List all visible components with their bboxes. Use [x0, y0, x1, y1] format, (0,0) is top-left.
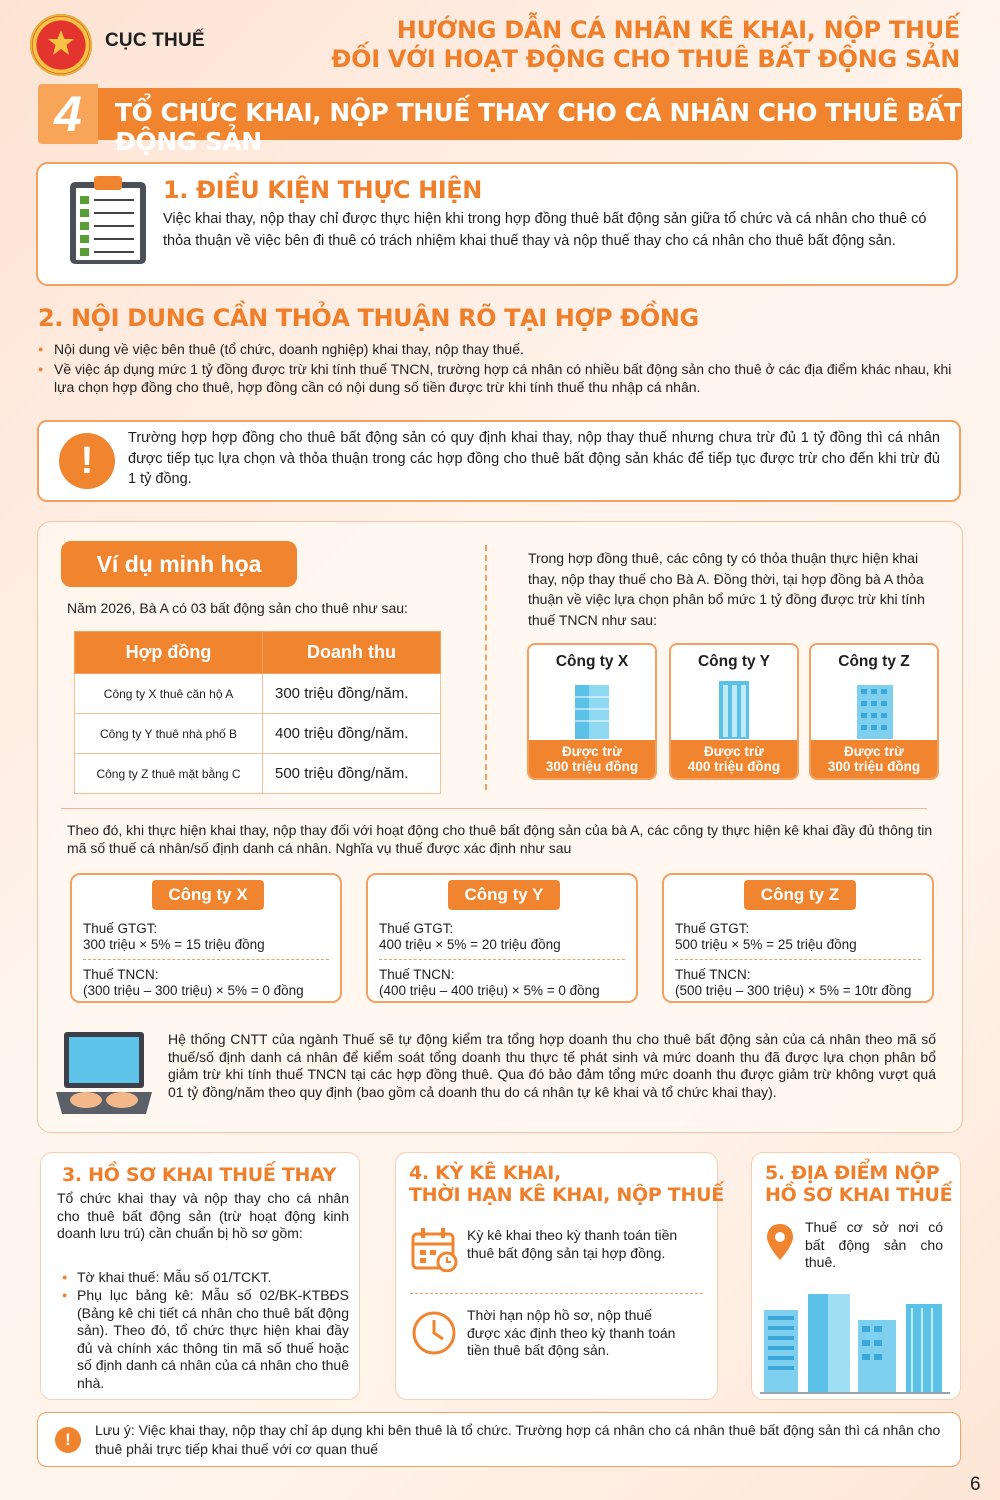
dossier-bullet-1: ● Tờ khai thuế: Mẫu số 01/TCKT. — [77, 1269, 349, 1287]
pit-formula: (300 triệu – 300 triệu) × 5% = 0 đồng — [83, 983, 304, 998]
condition-heading: 1. ĐIỀU KIỆN THỰC HIỆN — [163, 176, 482, 204]
table-row — [75, 754, 441, 794]
pit-label: Thuế TNCN: — [379, 967, 455, 982]
period-heading — [409, 1162, 724, 1206]
dashed-separator — [83, 959, 329, 960]
dossier-intro: Tổ chức khai thay và nộp thay cho cá nhân cho thuê bất động sản (trừ hoạt động kinh doanh lưu trú) cần chuẩn bị hồ sơ gồm: — [57, 1190, 349, 1241]
dossier-heading: 3. HỒ SƠ KHAI THUẾ THAY — [62, 1164, 337, 1186]
company-tag: Công ty Y — [448, 880, 560, 910]
contract-bullet-1: ● Nội dung về việc bên thuê (tổ chức, doanh nghiệp) khai thay, nộp thay thuế. — [54, 340, 954, 358]
table-row — [75, 714, 441, 754]
deduction-label — [811, 740, 937, 778]
table-cell-contract: Công ty Z thuê mặt bằng C — [75, 754, 263, 794]
deduction-label — [671, 740, 797, 778]
contract-table — [74, 631, 441, 794]
pit-formula: (500 triệu – 300 triệu) × 5% = 10tr đồng — [675, 983, 912, 998]
clock-icon — [411, 1310, 457, 1361]
laptop-icon — [54, 1030, 154, 1121]
deduction-line-2: 300 triệu đồng — [827, 759, 921, 774]
table-cell-revenue: 300 triệu đồng/năm. — [263, 674, 441, 714]
warning-text: Trường hợp hợp đồng cho thuê bất động sản có quy định khai thay, nộp thay thuế nhưng chưa trừ đủ 1 tỷ đồng thì cá nhân được tiếp tục lựa chọn và thỏa thuận trong các hợp đồng cho thuê bất động sản khác để tiếp tục được trừ cho đến khi trừ đủ 1 tỷ đồng. — [128, 430, 940, 487]
divider — [61, 808, 927, 809]
table-header-contract: Hợp đồng — [75, 632, 263, 674]
dashed-separator — [410, 1293, 703, 1294]
title-line-1: HƯỚNG DẪN CÁ NHÂN KÊ KHAI, NỘP THUẾ — [396, 16, 960, 44]
place-text: Thuế cơ sở nơi có bất động sản cho thuê. — [805, 1219, 943, 1270]
building-icon — [671, 679, 797, 739]
checklist-clipboard-icon — [68, 174, 150, 271]
company-card-y — [669, 643, 799, 780]
table-cell-revenue: 400 triệu đồng/năm. — [263, 714, 441, 754]
dossier-bullet-2: ● Phụ lục bảng kê: Mẫu số 02/BK-KTBĐS (Bảng kê chi tiết cá nhân cho thuê bất động sản). Theo đó, tổ chức thực hiện khai đầy đủ và chính xác thông tin mã số thuế hoặc số định danh cá nhân của cá nhân cho thuê nhà. — [77, 1287, 349, 1392]
vat-formula: 500 triệu × 5% = 25 triệu đồng — [675, 937, 857, 952]
city-buildings-icon — [760, 1290, 950, 1399]
contract-content-heading: 2. NỘI DUNG CẦN THỎA THUẬN RÕ TẠI HỢP ĐỒNG — [38, 304, 699, 332]
table-row — [75, 674, 441, 714]
company-tag: Công ty Z — [744, 880, 856, 910]
table-cell-contract: Công ty X thuê căn hộ A — [75, 674, 263, 714]
deduction-line-1: Được trừ — [704, 744, 764, 759]
period-item-1: Kỳ kê khai theo kỳ thanh toán tiền thuê bất động sản tại hợp đồng. — [467, 1227, 678, 1261]
company-card-x — [527, 643, 657, 780]
note-text: Lưu ý: Việc khai thay, nộp thay chỉ áp dụng khi bên thuê là tổ chức. Trường hợp cá nhân cho cá nhân thuê bất động sản thì cá nhân cho thuê phải trực tiếp khai thuế với cơ quan thuế — [95, 1422, 941, 1457]
calendar-icon — [411, 1228, 459, 1277]
condition-text: Việc khai thay, nộp thay chỉ được thực hiện khi trong hợp đồng thuê bất động sản giữa tổ chức và cá nhân cho thuê có thỏa thuận về việc bên đi thuê có trách nhiệm khai thuế thay và nộp thuế thay cho cá nhân cho thuê bất động sản. — [163, 211, 927, 249]
it-system-text: Hệ thống CNTT của ngành Thuế sẽ tự động kiểm tra tổng hợp doanh thu cho thuê bất động sản của cá nhân theo mã số thuế/số định danh cá nhân để kiểm soát tổng doanh thu thực tế phát sinh và mức doanh thu đã được lựa chọn phân bổ giảm trừ khi tính thuế TNCN tại các hợp đồng thuê. Qua đó bảo đảm tổng mức doanh thu được giảm trừ không vượt quá 01 tỷ đồng/năm theo quy định (bao gồm cả doanh thu do cá nhân tự kê khai và tổ chức khai thay). — [168, 1031, 936, 1100]
location-pin-icon — [765, 1222, 795, 1267]
agreement-text: Trong hợp đồng thuê, các công ty có thỏa thuận thực hiện khai thay, nộp thay thuế cho Bà A. Đồng thời, tại hợp đồng bà A thỏa thuận về việc lựa chọn phân bổ mức 1 tỷ đồng được trừ khi tính thuế TNCN như sau: — [528, 550, 925, 628]
vat-label: Thuế GTGT: — [379, 921, 454, 936]
place-heading-line-1: 5. ĐỊA ĐIỂM NỘP — [765, 1162, 940, 1184]
example-label: Ví dụ minh họa — [61, 541, 297, 587]
document-title — [331, 16, 960, 74]
place-heading — [765, 1162, 952, 1206]
deduction-line-2: 300 triệu đồng — [545, 759, 639, 774]
period-heading-line-2: THỜI HẠN KÊ KHAI, NỘP THUẾ — [409, 1184, 724, 1206]
deduction-line-1: Được trừ — [562, 744, 622, 759]
deduction-line-2: 400 triệu đồng — [687, 759, 781, 774]
section-title: TỔ CHỨC KHAI, NỘP THUẾ THAY CHO CÁ NHÂN CHO THUÊ BẤT ĐỘNG SẢN — [115, 98, 961, 156]
section-number: 4 — [38, 84, 98, 144]
tax-calc-card-y — [366, 873, 638, 1003]
title-line-2: ĐỐI VỚI HOẠT ĐỘNG CHO THUÊ BẤT ĐỘNG SẢN — [331, 45, 960, 73]
exclamation-icon: ! — [59, 433, 115, 489]
vat-label: Thuế GTGT: — [675, 921, 750, 936]
vat-label: Thuế GTGT: — [83, 921, 158, 936]
deduction-line-1: Được trừ — [844, 744, 904, 759]
company-name: Công ty Z — [838, 653, 910, 670]
company-card-z — [809, 643, 939, 780]
pit-label: Thuế TNCN: — [83, 967, 159, 982]
company-name: Công ty Y — [697, 653, 771, 670]
tax-calc-card-x — [70, 873, 342, 1003]
dashed-separator — [675, 959, 921, 960]
exclamation-icon: ! — [55, 1427, 81, 1453]
page-number: 6 — [970, 1474, 981, 1495]
period-item-2: Thời hạn nộp hồ sơ, nộp thuế được xác định theo kỳ thanh toán tiền thuê bất động sản. — [467, 1307, 676, 1358]
tax-calc-card-z — [662, 873, 934, 1003]
example-intro: Năm 2026, Bà A có 03 bất động sản cho thuê như sau: — [67, 600, 408, 616]
vat-formula: 300 triệu × 5% = 15 triệu đồng — [83, 937, 265, 952]
dashed-divider — [485, 545, 487, 790]
vat-formula: 400 triệu × 5% = 20 triệu đồng — [379, 937, 561, 952]
national-emblem-logo — [30, 14, 92, 76]
pit-formula: (400 triệu – 400 triệu) × 5% = 0 đồng — [379, 983, 600, 998]
dashed-separator — [379, 959, 625, 960]
agency-name: CỤC THUẾ — [105, 30, 205, 51]
obligation-intro: Theo đó, khi thực hiện khai thay, nộp thay đối với hoạt động cho thuê bất động sản của bà A, các công ty thực hiện kê khai đầy đủ thông tin mã số thuế cá nhân/số định danh cá nhân. Nghĩa vụ thuế được xác định như sau — [67, 822, 933, 856]
table-cell-contract: Công ty Y thuê nhà phố B — [75, 714, 263, 754]
deduction-label — [529, 740, 655, 778]
place-heading-line-2: HỒ SƠ KHAI THUẾ — [765, 1184, 953, 1206]
company-name: Công ty X — [555, 653, 629, 670]
building-icon — [529, 679, 655, 739]
period-heading-line-1: 4. KỲ KÊ KHAI, — [409, 1162, 561, 1184]
company-tag: Công ty X — [152, 880, 264, 910]
table-cell-revenue: 500 triệu đồng/năm. — [263, 754, 441, 794]
building-icon — [811, 679, 937, 739]
contract-bullet-2: ● Về việc áp dụng mức 1 tỷ đồng được trừ khi tính thuế TNCN, trường hợp cá nhân có nhiều bất động sản cho thuê ở các địa điểm khác nhau, khi lựa chọn hợp đồng cho thuê, hợp đồng cần có nội dung số tiền được trừ khi tính thuế thu nhập cá nhân. — [54, 360, 954, 396]
pit-label: Thuế TNCN: — [675, 967, 751, 982]
table-header-revenue: Doanh thu — [263, 632, 441, 674]
